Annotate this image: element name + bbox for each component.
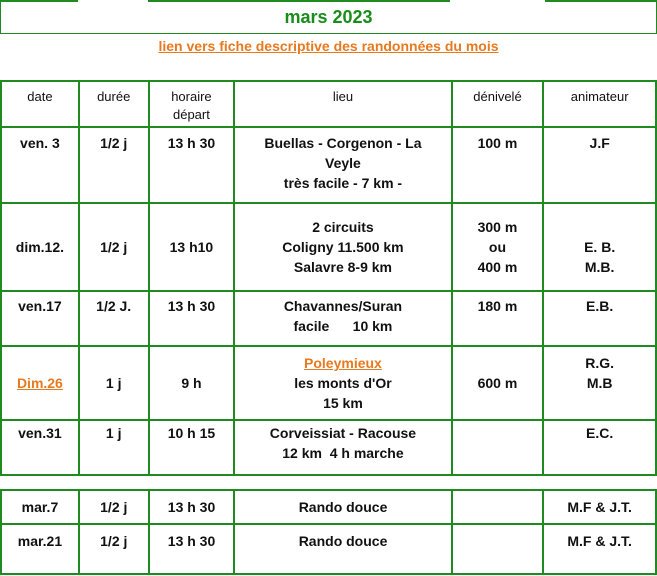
cell-lieu: Rando douce	[234, 490, 451, 524]
cell-date: ven. 3	[1, 127, 79, 203]
cell-horaire: 10 h 15	[149, 420, 235, 475]
cell-horaire: 13 h 30	[149, 127, 235, 203]
schedule-table	[0, 80, 657, 476]
header-duree: durée	[79, 81, 149, 127]
cell-animateur: J.F	[543, 127, 656, 203]
table-row	[1, 291, 656, 346]
cell-lieu: Buellas - Corgenon - La Veyle très facile - 7 km -	[234, 127, 451, 203]
page-title: mars 2023	[0, 2, 657, 34]
cell-date: ven.17	[1, 291, 79, 346]
cell-duree: 1/2 j	[79, 127, 149, 203]
cell-animateur: M.F & J.T.	[543, 490, 656, 524]
header-denivele: dénivelé	[452, 81, 544, 127]
cell-lieu: Corveissiat - Racouse 12 km 4 h marche	[234, 420, 451, 475]
table-row	[1, 420, 656, 475]
rando-douce-table	[0, 489, 657, 575]
cell-denivele: 300 m ou 400 m	[452, 203, 544, 291]
cell-animateur: R.G. M.B	[543, 346, 656, 420]
lieu-link[interactable]: Poleymieux	[304, 355, 382, 371]
cell-duree: 1 j	[79, 420, 149, 475]
cell-denivele: 100 m	[452, 127, 544, 203]
cell-horaire: 13 h 30	[149, 291, 235, 346]
cell-animateur: E.B.	[543, 291, 656, 346]
cell-denivele: 600 m	[452, 346, 544, 420]
cell-date: ven.31	[1, 420, 79, 475]
cell-denivele	[452, 420, 544, 475]
table-header-row	[1, 81, 656, 127]
header-lieu: lieu	[234, 81, 451, 127]
cell-horaire: 13 h10	[149, 203, 235, 291]
cell-date: mar.21	[1, 524, 79, 574]
header-horaire: horaire départ	[149, 81, 235, 127]
table-row	[1, 346, 656, 420]
header-animateur: animateur	[543, 81, 656, 127]
cell-denivele	[452, 490, 544, 524]
cell-lieu: Poleymieux les monts d'Or 15 km	[234, 346, 451, 420]
cell-duree: 1/2 J.	[79, 291, 149, 346]
cell-duree: 1/2 j	[79, 490, 149, 524]
cell-animateur: E. B. M.B.	[543, 203, 656, 291]
cell-horaire: 13 h 30	[149, 490, 235, 524]
rando-description-link[interactable]: lien vers fiche descriptive des randonnées du mois	[158, 38, 499, 54]
cell-duree: 1 j	[79, 346, 149, 420]
date-link[interactable]: Dim.26	[16, 375, 63, 391]
cell-date: dim.12.	[1, 203, 79, 291]
cell-horaire: 13 h 30	[149, 524, 235, 574]
cell-animateur: E.C.	[543, 420, 656, 475]
cell-duree: 1/2 j	[79, 203, 149, 291]
cell-animateur: M.F & J.T.	[543, 524, 656, 574]
table-row	[1, 490, 656, 524]
cell-denivele	[452, 524, 544, 574]
cell-date: mar.7	[1, 490, 79, 524]
cell-lieu: 2 circuits Coligny 11.500 km Salavre 8-9 km	[234, 203, 451, 291]
cell-duree: 1/2 j	[79, 524, 149, 574]
cell-denivele: 180 m	[452, 291, 544, 346]
table-row	[1, 203, 656, 291]
header-date: date	[1, 81, 79, 127]
cell-lieu: Rando douce	[234, 524, 451, 574]
cell-horaire: 9 h	[149, 346, 235, 420]
cell-lieu: Chavannes/Suran facile 10 km	[234, 291, 451, 346]
cell-date	[1, 346, 79, 420]
table-row	[1, 127, 656, 203]
table-row	[1, 524, 656, 574]
